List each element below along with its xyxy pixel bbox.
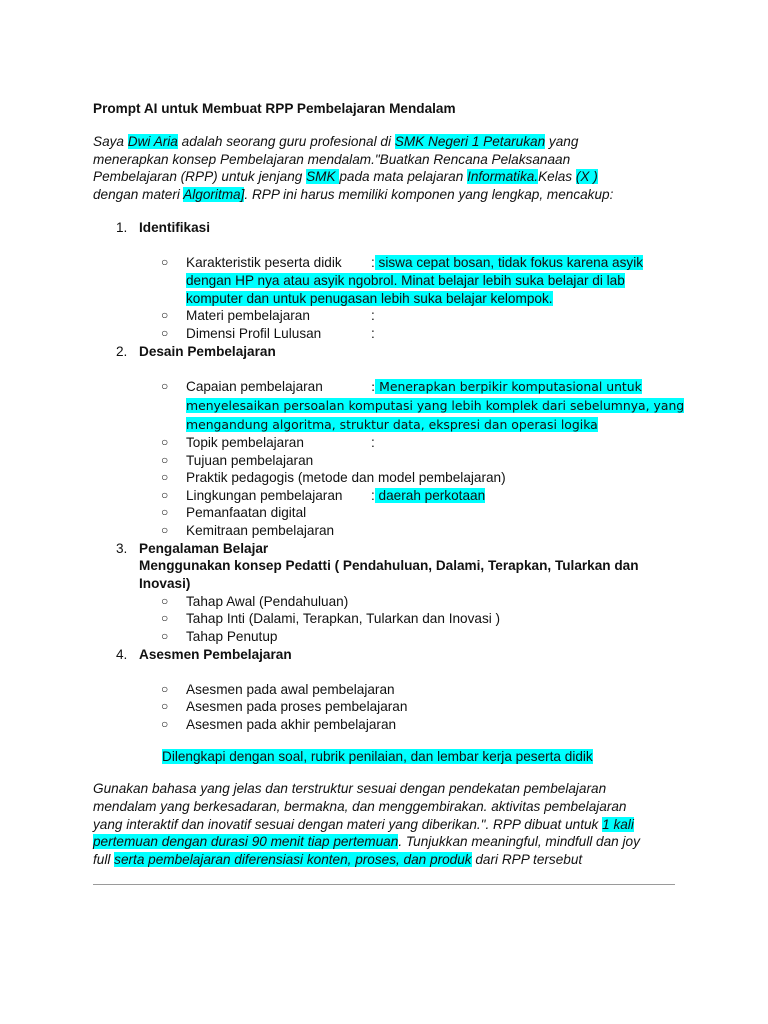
bullet-circle-icon: ○ [161, 255, 169, 269]
list-item-label: Praktik pedagogis (metode dan model pembelajaran) [186, 470, 506, 485]
highlight-meeting: 1 kali [602, 817, 634, 832]
closing-line-4 [93, 833, 640, 850]
section-number: 3. [116, 541, 128, 556]
bullet-circle-icon: ○ [161, 611, 169, 625]
list-item-label: Topik pembelajaran [186, 435, 304, 450]
list-item-label: Asesmen pada akhir pembelajaran [186, 717, 397, 732]
bullet-circle-icon: ○ [161, 505, 169, 519]
closing-line-1: Gunakan bahasa yang jelas dan terstruktur sesuai dengan pendekatan pembelajaran [93, 781, 607, 796]
intro-text: Pembelajaran (RPP) untuk jenjang [93, 169, 307, 184]
list-item-value [186, 397, 684, 414]
bullet-circle-icon: ○ [161, 523, 169, 537]
section-number: 4. [116, 647, 128, 662]
closing-line-2: mendalam yang berkesadaran, bermakna, dan menggembirakan. aktivitas pembelajaran [93, 799, 627, 814]
bullet-circle-icon: ○ [161, 379, 169, 393]
horizontal-divider [93, 884, 675, 885]
intro-text: Kelas [538, 169, 576, 184]
list-item-label: Tujuan pembelajaran [186, 453, 314, 468]
bullet-circle-icon: ○ [161, 682, 169, 696]
bullet-circle-icon: ○ [161, 470, 169, 484]
bullet-circle-icon: ○ [161, 717, 169, 731]
closing-text: dari RPP tersebut [471, 852, 583, 867]
section-subtitle: Menggunakan konsep Pedatti ( Pendahuluan, Dalami, Terapkan, Tularkan dan [139, 558, 639, 573]
highlight-learning-outcome: Menerapkan berpikir komputasional untuk [375, 379, 642, 394]
closing-text: . Tunjukkan meaningful, mindfull dan joy [398, 834, 640, 849]
intro-line-2: menerapkan konsep Pembelajaran mendalam."Buatkan Rencana Pelaksanaan [93, 152, 571, 167]
section-number: 2. [116, 344, 128, 359]
colon: : [371, 308, 375, 323]
colon: : [371, 488, 375, 503]
highlight-teacher-name: Dwi Aria [127, 134, 178, 149]
list-item-label: Tahap Awal (Pendahuluan) [186, 594, 349, 609]
document-title: Prompt AI untuk Membuat RPP Pembelajaran Mendalam [93, 101, 456, 116]
list-item-label: Asesmen pada proses pembelajaran [186, 699, 408, 714]
highlight-meeting: pertemuan dengan durasi 90 menit tiap pertemuan [93, 834, 399, 849]
intro-line-4 [93, 186, 613, 203]
highlight-school-name: SMK Negeri 1 Petarukan [394, 134, 546, 149]
bullet-circle-icon: ○ [161, 629, 169, 643]
highlight-subject: Informatika. [467, 169, 539, 184]
colon: : [371, 326, 375, 341]
list-item-value [186, 272, 625, 289]
list-item-label: Lingkungan pembelajaran [186, 488, 343, 503]
highlight-learning-outcome: mengandung algoritma, struktur data, ekspresi dan operasi logika [186, 417, 598, 432]
bullet-circle-icon: ○ [161, 453, 169, 467]
highlight-assessment-note: Dilengkapi dengan soal, rubrik penilaian, dan lembar kerja peserta didik [162, 749, 593, 764]
list-item-value [371, 254, 643, 271]
intro-line-3 [93, 168, 598, 185]
list-item-label: Capaian pembelajaran [186, 379, 323, 394]
list-item-label: Tahap Penutup [186, 629, 278, 644]
intro-line-1 [93, 133, 578, 150]
section-title-desain: Desain Pembelajaran [139, 344, 276, 359]
list-item-label: Dimensi Profil Lulusan [186, 326, 322, 341]
highlight-differentiation: serta pembelajaran diferensiasi konten, proses, dan produk [114, 852, 472, 867]
list-item-label: Asesmen pada awal pembelajaran [186, 682, 395, 697]
colon: : [371, 255, 375, 270]
highlight-characteristic: dengan HP nya atau asyik ngobrol. Minat belajar lebih suka belajar di lab [186, 273, 625, 288]
section-subtitle: Inovasi) [139, 576, 191, 591]
highlight-characteristic: siswa cepat bosan, tidak fokus karena asyik [374, 255, 644, 270]
section-title-asesmen: Asesmen Pembelajaran [139, 647, 292, 662]
intro-text: dengan materi [93, 187, 184, 202]
intro-text: yang [545, 134, 579, 149]
closing-text: yang interaktif dan inovatif sesuai dengan materi yang diberikan.". RPP dibuat untuk [93, 817, 603, 832]
list-item-value [371, 487, 485, 504]
list-item-label: Kemitraan pembelajaran [186, 523, 335, 538]
section-title-identifikasi: Identifikasi [139, 220, 211, 235]
intro-text: . RPP ini harus memiliki komponen yang lengkap, mencakup: [244, 187, 614, 202]
highlight-characteristic: komputer dan untuk penugasan lebih suka belajar kelompok. [186, 291, 553, 306]
closing-line-3 [93, 816, 634, 833]
list-item-value [186, 290, 553, 307]
closing-line-5 [93, 851, 582, 868]
intro-text: pada mata pelajaran [339, 169, 468, 184]
bullet-circle-icon: ○ [161, 308, 169, 322]
bullet-circle-icon: ○ [161, 435, 169, 449]
highlight-learning-outcome: menyelesaikan persoalan komputasi yang lebih komplek dari sebelumnya, yang [186, 398, 685, 413]
section-title-pengalaman: Pengalaman Belajar [139, 541, 269, 556]
assessment-note [162, 748, 593, 765]
list-item-label: Tahap Inti (Dalami, Terapkan, Tularkan dan Inovasi ) [186, 611, 501, 626]
intro-text: adalah seorang guru profesional di [177, 134, 395, 149]
list-item-value [186, 416, 598, 433]
bullet-circle-icon: ○ [161, 594, 169, 608]
colon: : [371, 379, 376, 394]
section-number: 1. [116, 220, 128, 235]
bullet-circle-icon: ○ [161, 326, 169, 340]
colon: : [371, 435, 375, 450]
intro-text: Saya [93, 134, 128, 149]
highlight-level: SMK [306, 169, 340, 184]
list-item-label: Karakteristik peserta didik [186, 255, 342, 270]
bullet-circle-icon: ○ [161, 488, 169, 502]
list-item-value [371, 378, 642, 395]
bullet-circle-icon: ○ [161, 699, 169, 713]
highlight-material: Algoritma] [183, 187, 245, 202]
list-item-label: Pemanfaatan digital [186, 505, 307, 520]
highlight-class: (X ) [575, 169, 598, 184]
list-item-label: Materi pembelajaran [186, 308, 310, 323]
highlight-environment: daerah perkotaan [374, 488, 486, 503]
closing-text: full [93, 852, 115, 867]
